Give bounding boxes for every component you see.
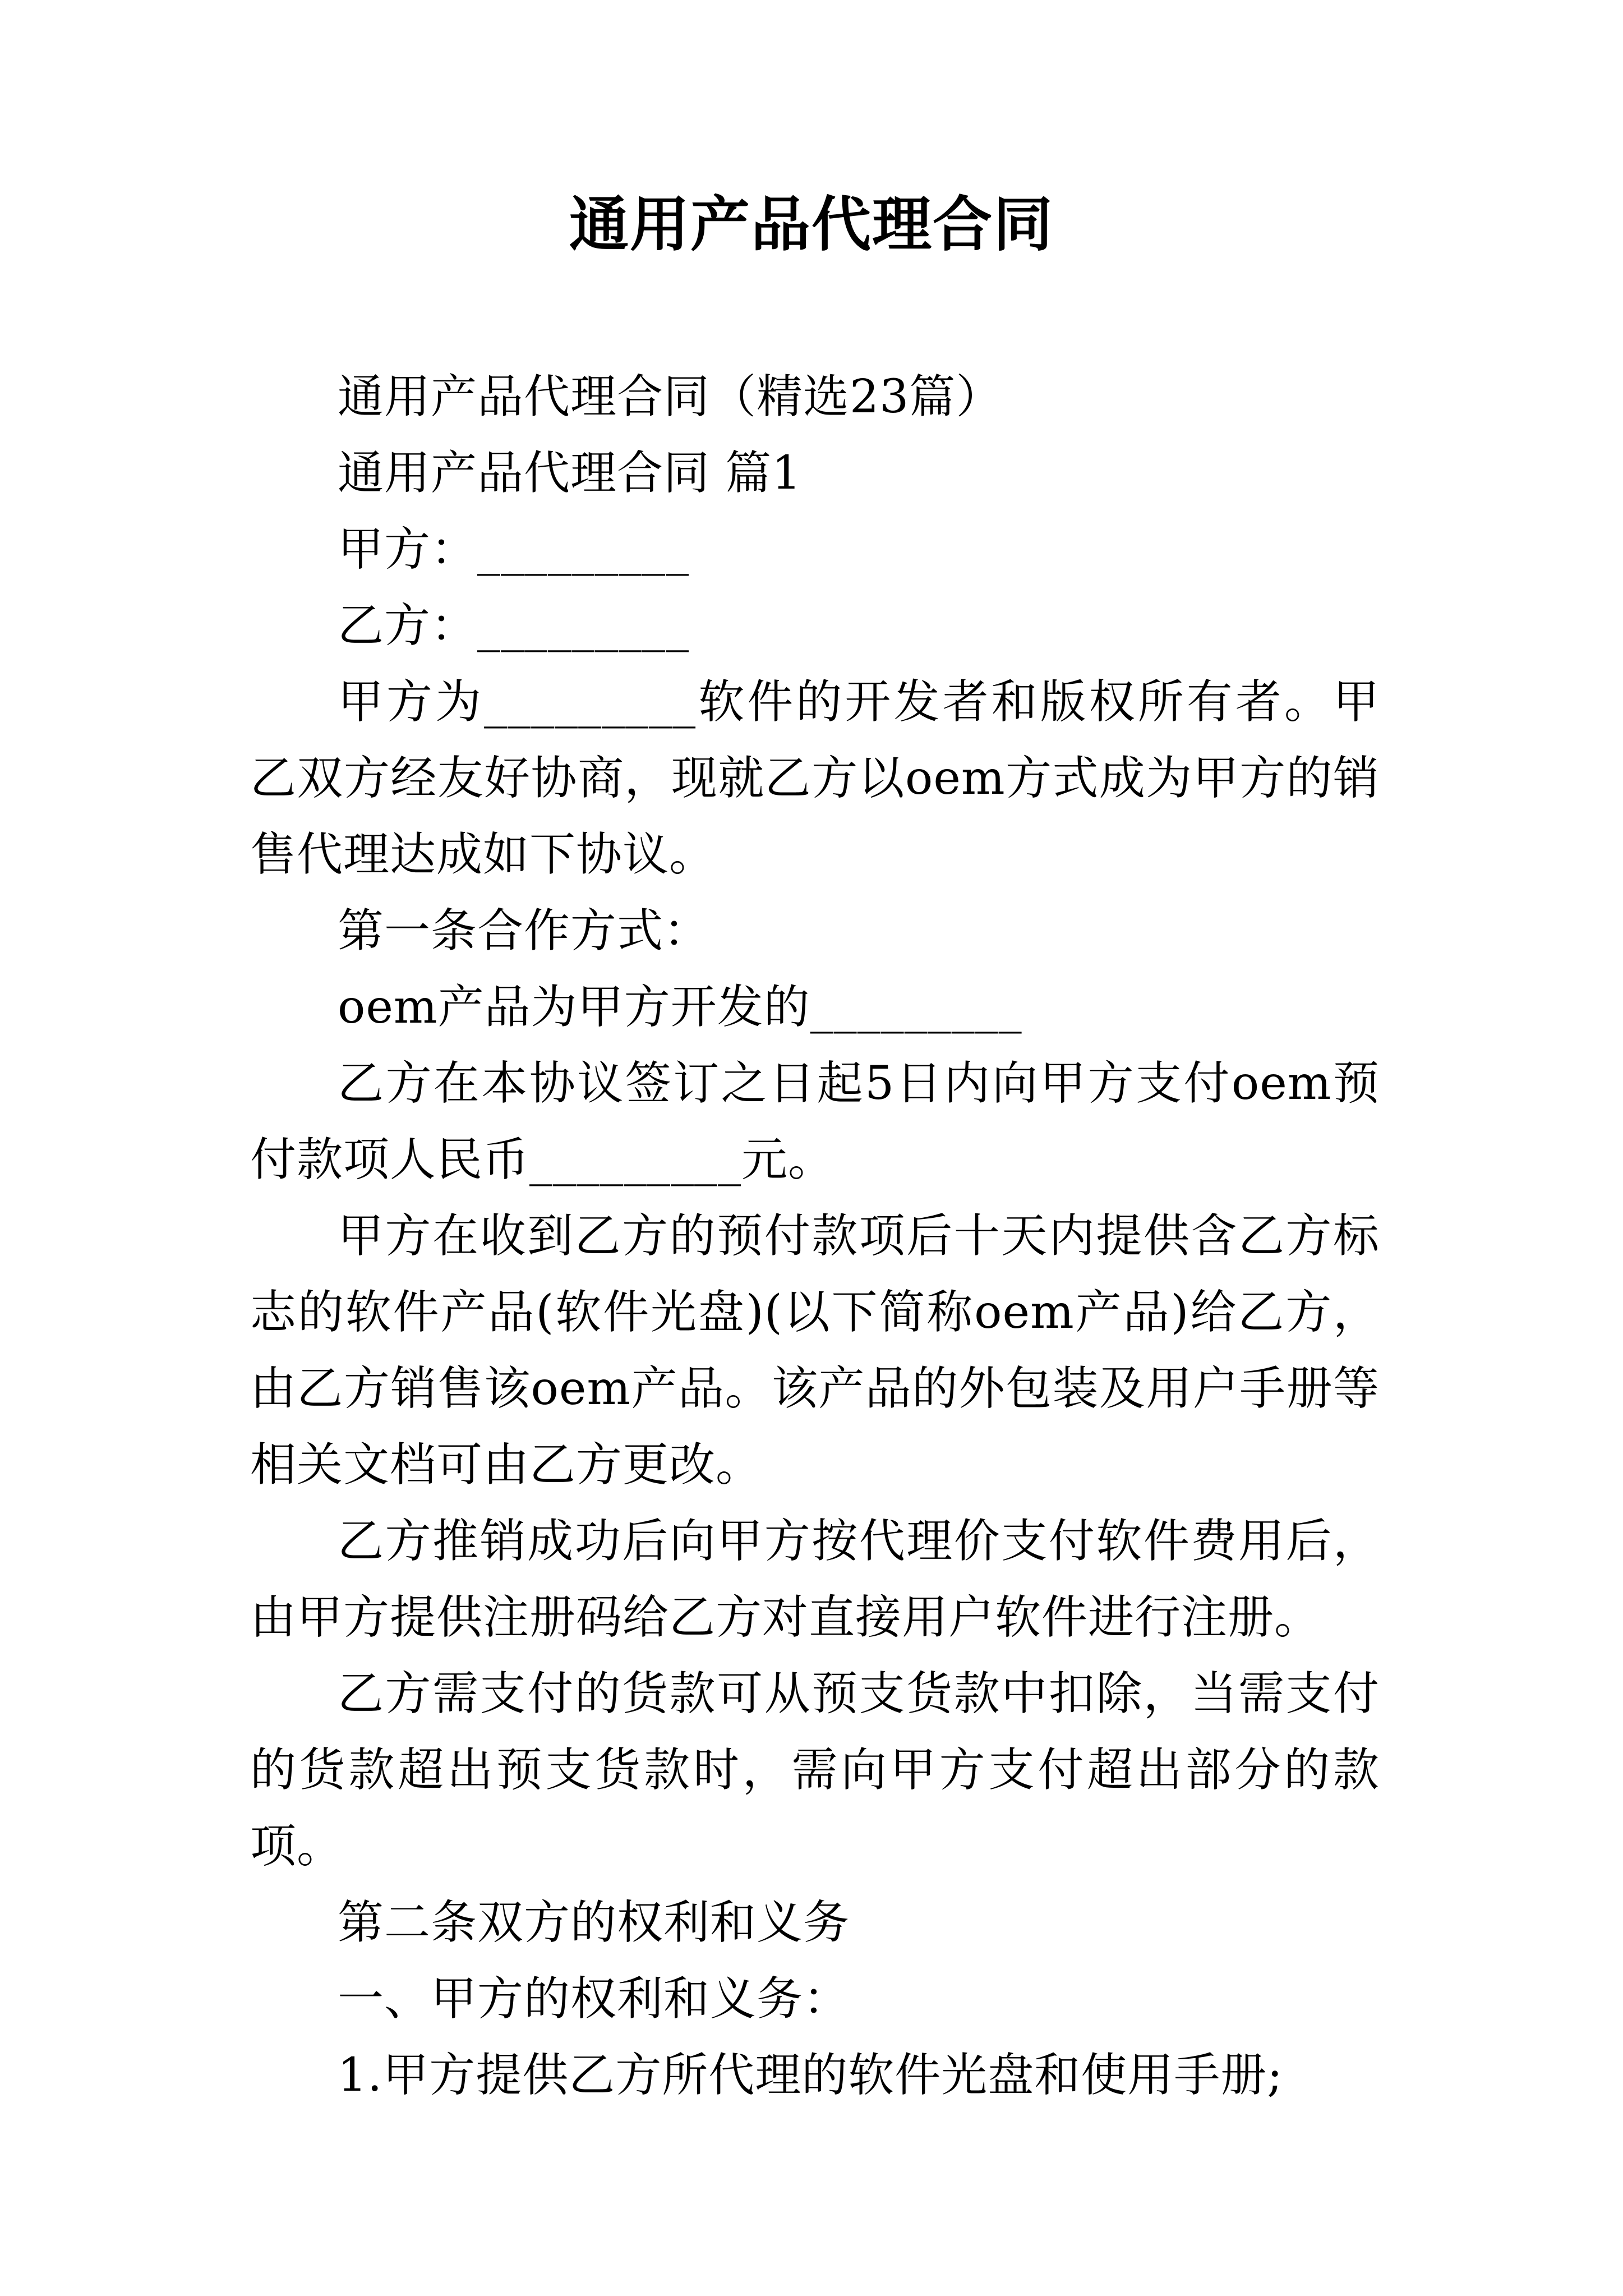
paragraph: 乙方推销成功后向甲方按代理价支付软件费用后，由甲方提供注册码给乙方对直接用户软件进行注册。 [250, 1515, 1380, 1644]
document-title: 通用产品代理合同 [569, 189, 1054, 259]
paragraph: 一、甲方的权利和义务： [338, 1972, 850, 2026]
paragraph: 第一条合作方式： [338, 904, 711, 958]
document-body [250, 359, 1380, 2114]
paragraph: 1.甲方提供乙方所代理的软件光盘和使用手册; [338, 2049, 1283, 2102]
paragraph: 甲方在收到乙方的预付款项后十天内提供含乙方标志的软件产品(软件光盘)(以下简称oem产品)给乙方，由乙方销售该oem产品。该产品的外包装及用户手册等相关文档可由乙方更改。 [250, 1209, 1380, 1492]
paragraph: 第二条双方的权利和义务 [338, 1896, 850, 1949]
paragraph: 乙方在本协议签订之日起5日内向甲方支付oem预付款项人民币_________元。 [250, 1057, 1380, 1186]
paragraph: oem产品为甲方开发的_________ [338, 981, 1022, 1034]
paragraph: 甲方：_________ [338, 523, 690, 576]
paragraph: 通用产品代理合同 篇1 [338, 447, 802, 500]
paragraph: 乙方需支付的货款可从预支货款中扣除，当需支付的货款超出预支货款时，需向甲方支付超出部分的款项。 [250, 1667, 1380, 1873]
paragraph: 乙方：_________ [338, 599, 690, 652]
paragraph: 甲方为_________软件的开发者和版权所有者。甲乙双方经友好协商，现就乙方以oem方式成为甲方的销售代理达成如下协议。 [250, 675, 1380, 881]
paragraph: 通用产品代理合同（精选23篇） [338, 370, 1003, 424]
